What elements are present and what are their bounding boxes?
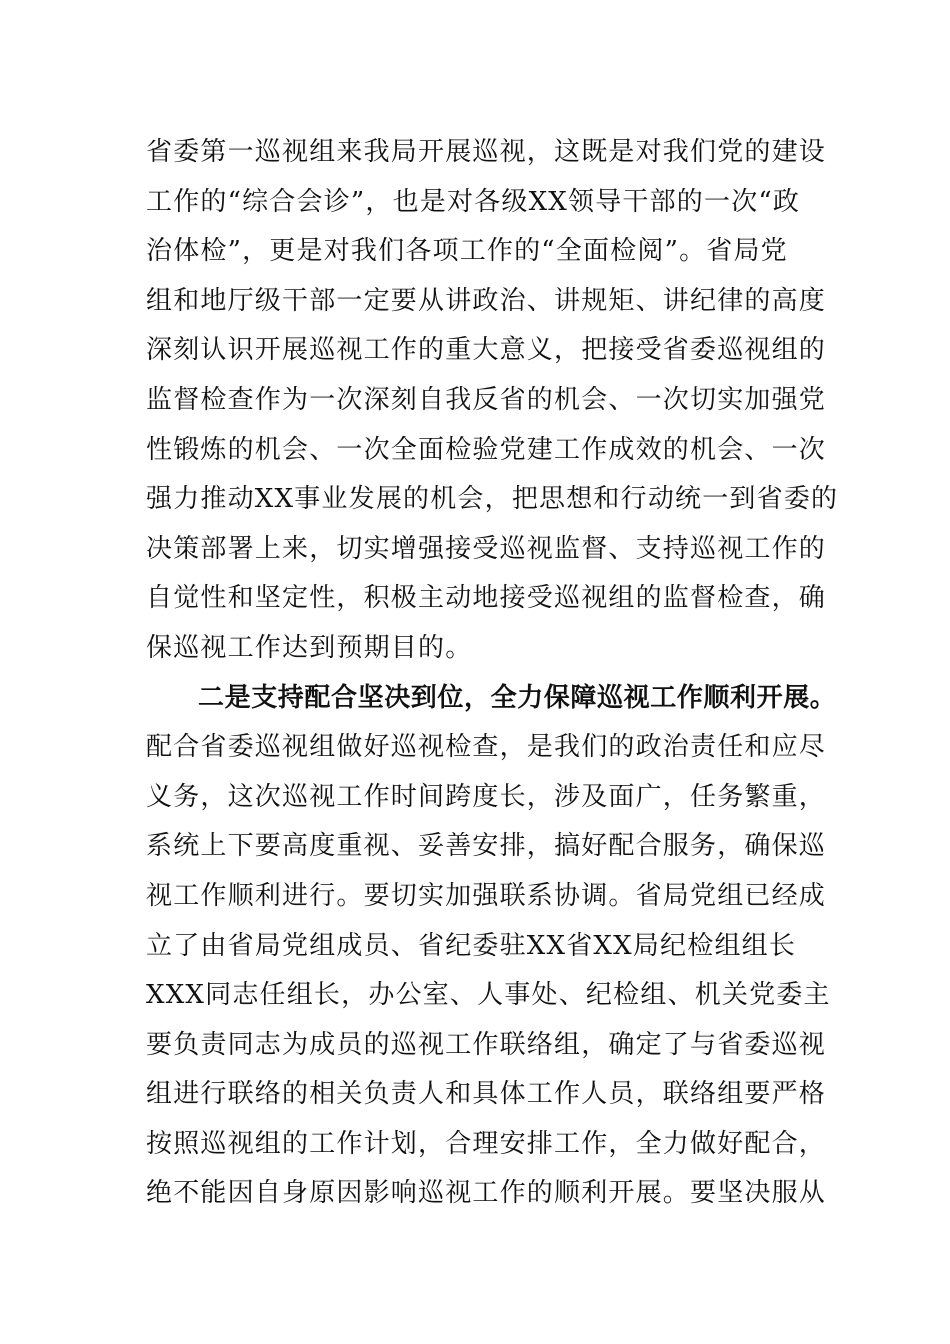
paragraph-1 (146, 128, 846, 674)
text-line: 强力推动XX事业发展的机会，把思想和行动统一到省委的 (146, 484, 839, 515)
text-line: 监督检查作为一次深刻自我反省的机会、一次切实加强党 (146, 384, 827, 415)
text-line: 自觉性和坚定性，积极主动地接受巡视组的监督检查，确 (146, 583, 827, 614)
paragraph-2 (146, 674, 846, 1220)
text-line: 要负责同志为成员的巡视工作联络组，确定了与省委巡视 (146, 1029, 827, 1060)
document-body (146, 128, 846, 1219)
text-line: 按照巡视组的工作计划，合理安排工作，全力做好配合， (146, 1128, 827, 1159)
text-line: 省委第一巡视组来我局开展巡视，这既是对我们党的建设 (146, 137, 827, 167)
text-line: 系统上下要高度重视、妥善安排，搞好配合服务，确保巡 (146, 831, 827, 862)
text-line: 视工作顺利进行。要切实加强联系协调。省局党组已经成 (146, 880, 827, 911)
text-line: 保巡视工作达到预期目的。 (146, 632, 473, 663)
text-line: 性锻炼的机会、一次全面检验党建工作成效的机会、一次 (146, 434, 827, 465)
text-line: 组和地厅级干部一定要从讲政治、讲规矩、讲纪律的高度 (146, 285, 827, 316)
text-line: 绝不能因自身原因影响巡视工作的顺利开展。要坚决服从 (146, 1178, 827, 1209)
text-line: 深刻认识开展巡视工作的重大意义，把接受省委巡视组的 (146, 335, 827, 366)
section-heading: 二是支持配合坚决到位，全力保障巡视工作顺利开展。 (198, 682, 837, 713)
text-line: 治体检”，更是对我们各项工作的“全面检阅”。省局党 (146, 236, 788, 267)
text-line: 工作的“综合会诊”，也是对各级XX领导干部的一次“政 (146, 186, 801, 217)
text-line: 义务，这次巡视工作时间跨度长，涉及面广，任务繁重， (146, 781, 827, 812)
text-line: 立了由省局党组成员、省纪委驻XX省XX局纪检组组长 (146, 930, 797, 961)
text-line: 配合省委巡视组做好巡视检查，是我们的政治责任和应尽 (146, 732, 827, 763)
text-line: 组进行联络的相关负责人和具体工作人员，联络组要严格 (146, 1079, 827, 1110)
text-line: 决策部署上来，切实增强接受巡视监督、支持巡视工作的 (146, 533, 827, 564)
text-line: XXX同志任组长，办公室、人事处、纪检组、机关党委主 (146, 980, 831, 1011)
